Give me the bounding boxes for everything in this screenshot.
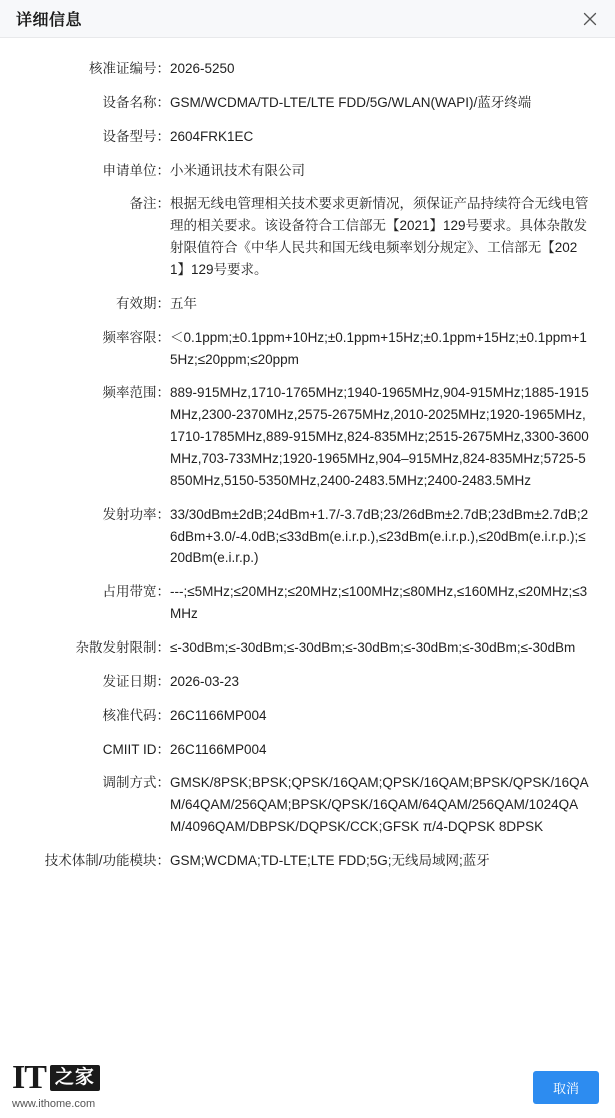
row-label: 频率容限： bbox=[102, 329, 170, 345]
row-label: 频率范围： bbox=[102, 385, 170, 401]
row-label: 备注： bbox=[129, 196, 170, 212]
row-value: ＜0.1ppm;±0.1ppm+10Hz;±0.1ppm+15Hz;±0.1ppm+15Hz;±0.1ppm+15Hz;≤20ppm;≤20ppm bbox=[170, 329, 587, 367]
detail-table-body bbox=[0, 52, 591, 878]
table-row bbox=[0, 699, 591, 733]
watermark-it-text: IT bbox=[12, 1059, 46, 1096]
row-label: 申请单位： bbox=[102, 162, 170, 178]
watermark-logo bbox=[12, 1061, 100, 1095]
row-value: 33/30dBm±2dB;24dBm+1.7/-3.7dB;23/26dBm±2.7dB;23dBm±2.7dB;26dBm+3.0/-4.0dB;≤33dBm(e.i.r.p.),≤23dBm(e.i.r.p.),≤20dBm(e.i.r.p.);≤20dBm(e.i.r.p.) bbox=[170, 506, 589, 566]
table-row bbox=[0, 766, 591, 844]
table-row bbox=[0, 187, 591, 286]
row-value: ≤-30dBm;≤-30dBm;≤-30dBm;≤-30dBm;≤-30dBm;≤-30dBm;≤-30dBm bbox=[170, 640, 576, 656]
table-row bbox=[0, 120, 591, 154]
row-label: 有效期： bbox=[116, 295, 170, 311]
table-row bbox=[0, 86, 591, 120]
row-value: GSM/WCDMA/TD-LTE/LTE FDD/5G/WLAN(WAPI)/蓝牙终端 bbox=[170, 94, 532, 110]
table-row bbox=[0, 665, 591, 699]
table-row bbox=[0, 631, 591, 665]
row-value: ---;≤5MHz;≤20MHz;≤20MHz;≤100MHz;≤80MHz,≤160MHz,≤20MHz;≤3MHz bbox=[170, 584, 588, 622]
table-row bbox=[0, 498, 591, 576]
dialog-titlebar bbox=[0, 0, 615, 38]
table-row bbox=[0, 575, 591, 631]
close-icon[interactable] bbox=[579, 8, 601, 30]
row-label: 发射功率： bbox=[102, 506, 170, 522]
row-label: 设备名称： bbox=[102, 94, 170, 110]
row-value: 2604FRK1EC bbox=[170, 128, 254, 144]
detail-table bbox=[0, 52, 591, 878]
row-label: 调制方式： bbox=[102, 775, 170, 791]
row-value: GMSK/8PSK;BPSK;QPSK/16QAM;QPSK/16QAM;BPSK/QPSK/16QAM/64QAM/256QAM;BPSK/QPSK/16QAM/64QAM/256QAM/1024QAM/4096QAM/DBPSK/DQPSK/CCK;GFSK π/4-DQPSK 8DPSK bbox=[170, 775, 589, 835]
row-label: 技术体制/功能模块： bbox=[44, 853, 170, 869]
table-row bbox=[0, 321, 591, 377]
detail-content bbox=[0, 38, 615, 878]
table-row bbox=[0, 154, 591, 188]
row-value: 五年 bbox=[170, 295, 197, 311]
row-value: 小米通讯技术有限公司 bbox=[170, 162, 305, 178]
watermark bbox=[12, 1061, 100, 1110]
dialog-footer bbox=[0, 1046, 615, 1118]
table-row bbox=[0, 287, 591, 321]
row-label: 设备型号： bbox=[102, 128, 170, 144]
row-label: 核准证编号： bbox=[89, 61, 170, 76]
row-label: 发证日期： bbox=[102, 673, 170, 689]
watermark-url: www.ithome.com bbox=[12, 1098, 96, 1110]
row-label: CMIIT ID： bbox=[102, 741, 170, 757]
row-value: 2026-5250 bbox=[170, 61, 235, 76]
dialog-title: 详细信息 bbox=[16, 12, 83, 29]
table-row bbox=[0, 52, 591, 86]
row-value: 26C1166MP004 bbox=[170, 741, 267, 757]
row-label: 核准代码： bbox=[102, 707, 170, 723]
table-row bbox=[0, 733, 591, 767]
row-value: 2026-03-23 bbox=[170, 673, 240, 689]
table-row bbox=[0, 376, 591, 497]
row-value: GSM;WCDMA;TD-LTE;LTE FDD;5G;无线局域网;蓝牙 bbox=[170, 853, 490, 869]
row-value: 889-915MHz,1710-1765MHz;1940-1965MHz,904-915MHz;1885-1915MHz,2300-2370MHz,2575-2675MHz,2010-2025MHz;1920-1965MHz,1710-1785MHz,889-915MHz,824-835MHz;2515-2675MHz,3300-3600MHz,703-733MHz;1920-1965MHz,904–915MHz,824-835MHz;5725-5850MHz,5150-5350MHz,2400-2483.5MHz;2400-2483.5MHz bbox=[170, 385, 589, 488]
row-value: 根据无线电管理相关技术要求更新情况，须保证产品持续符合无线电管理的相关要求。该设备符合工信部无【2021】129号要求。具体杂散发射限值符合《中华人民共和国无线电频率划分规定》、工信部无【2021】129号要求。 bbox=[170, 196, 589, 278]
row-label: 杂散发射限制： bbox=[75, 640, 170, 656]
watermark-cn-text: 之家 bbox=[50, 1065, 100, 1091]
table-row bbox=[0, 844, 591, 878]
cancel-button[interactable]: 取消 bbox=[533, 1071, 599, 1104]
row-value: 26C1166MP004 bbox=[170, 707, 267, 723]
row-label: 占用带宽： bbox=[102, 584, 170, 600]
